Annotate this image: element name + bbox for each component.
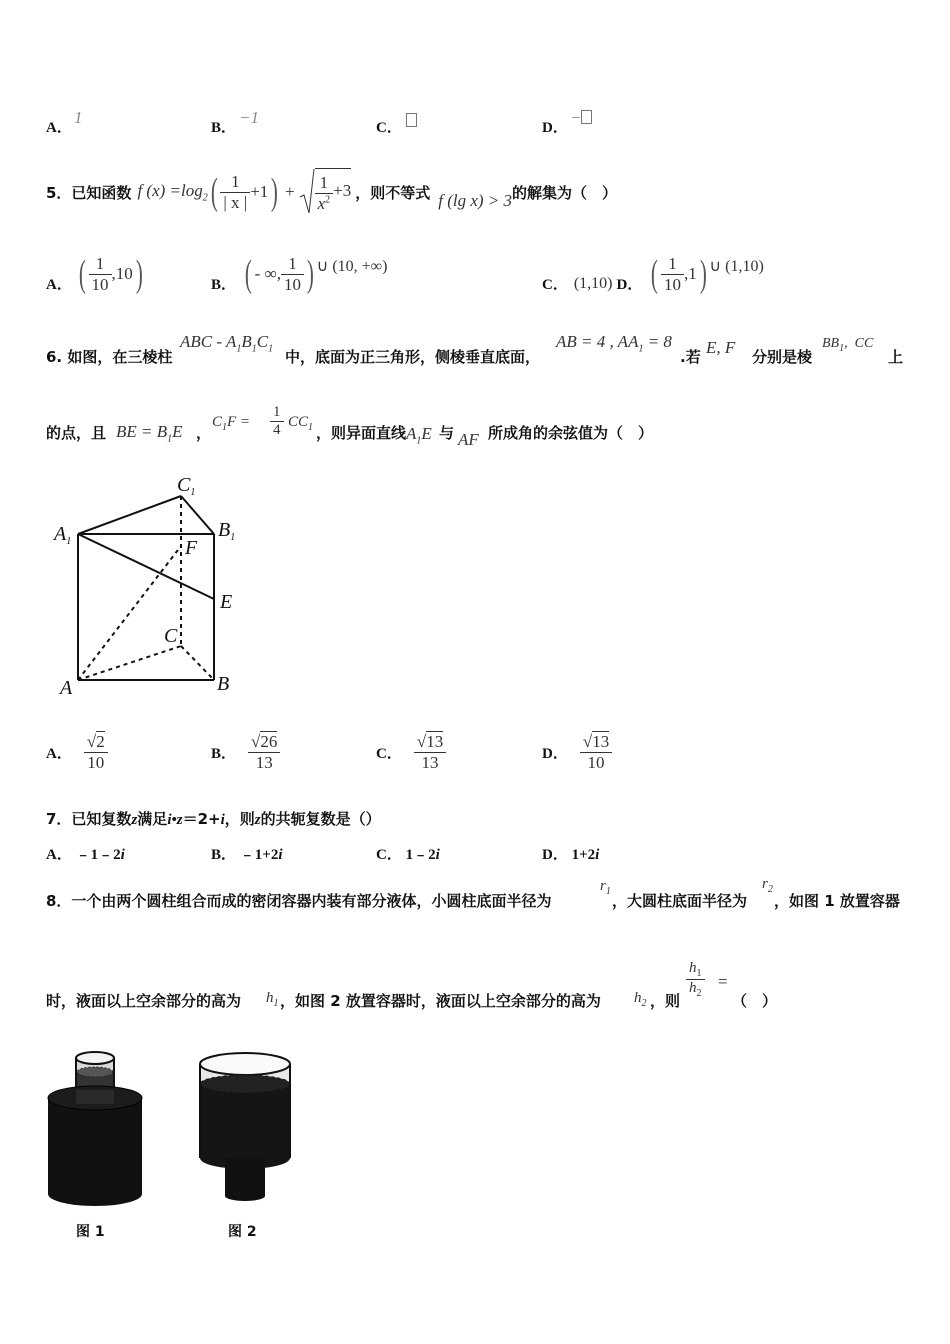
q6-option-c[interactable]: C． $\frac{√13}{13}$ xyxy=(376,724,446,780)
q8-stem-line-2: 时，液面以上空余部分的高为 $h_1$ ，如图 2 放置容器时，液面以上空余部分的高为 $h_2$ ，则 $\frac{h_1}{h_2}$ = （ ） xyxy=(46,960,778,1010)
q8-figure-1-container xyxy=(44,1050,148,1210)
q4-option-c[interactable]: C． xyxy=(376,120,402,136)
q4-option-b-value: −1 xyxy=(239,108,259,127)
q4-option-d-value: − xyxy=(570,108,592,128)
q8-figure-2-caption: 图 2 xyxy=(228,1224,257,1240)
segment-a-f-hidden xyxy=(78,546,181,680)
label-c: C xyxy=(164,625,178,647)
label-a1: $A_1$ xyxy=(54,523,72,547)
q8-stem-line-1: 8．一个由两个圆柱组合而成的密闭容器内装有部分液体，小圆柱底面半径为 $r_1$ ，大圆柱底面半径为 $r_2$ ，如图 1 放置容器 xyxy=(46,876,900,910)
q5-option-c-d[interactable]: C． (1,10) D． ( $\frac{1}{10}$ ,1 ) ∪ (1,10) xyxy=(542,253,764,295)
edge-c1-b1 xyxy=(181,496,214,534)
q5-stem-text: 5．已知函数 xyxy=(46,183,132,202)
q7-option-a[interactable]: A． ﹣1﹣2i xyxy=(46,847,125,863)
label-b1: $B_1$ xyxy=(218,519,236,543)
label-e: E xyxy=(220,591,233,613)
q5-option-b[interactable]: B． ( - ∞, $\frac{1}{10}$ ) ∪ (10, +∞) xyxy=(211,253,388,295)
edge-c-b-hidden xyxy=(181,646,214,680)
q6-option-a[interactable]: A． $\frac{√2}{10}$ xyxy=(46,724,108,780)
q4-option-d[interactable]: D． xyxy=(542,120,568,136)
q5-stem: 5．已知函数 f $(x) =\log_2$ ( $\frac{1}{| x |}$ +1 ) + $\frac{1}{x^2}$ +3 ，则不等式 f (lg x) > 3 的解集为（ ） xyxy=(46,162,617,222)
q7-option-c[interactable]: C． 1﹣2i xyxy=(376,847,440,863)
label-c1: $C_1$ xyxy=(177,474,196,498)
q6-prism-figure xyxy=(40,470,260,700)
q5-option-c[interactable]: C． xyxy=(542,276,568,293)
q5-option-a[interactable]: A． ( $\frac{1}{10}$ ,10 ) xyxy=(46,253,143,295)
q8-figure-2-container xyxy=(196,1050,296,1210)
label-b: B xyxy=(217,673,230,695)
q7-option-d[interactable]: D． 1+2i xyxy=(542,847,600,863)
q5-sqrt: $\frac{1}{x^2}$ +3 xyxy=(299,167,352,217)
q8-figure-1-caption: 图 1 xyxy=(76,1224,105,1240)
q6-stem-line-1: 6. 如图，在三棱柱 ABC - $A_1B_1C_1$ 中，底面为正三角形，侧棱垂直底面， AB = 4 , $AA_1 = 8$ .若 E, F 分别是棱 $BB_1$, CC 上 xyxy=(46,332,904,366)
q6-stem-line-2: 的点，且 BE = $B_1E$ ， $C_1F$ = $\frac{1}{4}$ $CC_1$ ，则异面直线 $A_1E$ 与 AF 所成角的余弦值为（ ） xyxy=(46,404,654,449)
q7-stem: 7．已知复数z满足i•z＝2+i，则z的共轭复数是（） xyxy=(46,810,381,828)
q5-frac-1-abs-x: $\frac{1}{| x |}$ xyxy=(220,172,250,213)
q6-option-d[interactable]: D． $\frac{√13}{10}$ xyxy=(542,724,612,780)
q4-option-b[interactable]: B． xyxy=(211,120,237,136)
q4-option-c-placeholder-glyph xyxy=(406,111,417,130)
q5-function: f $(x) =\log_2$ xyxy=(137,180,208,204)
q5-option-d[interactable]: D． xyxy=(616,276,643,293)
edge-a1-c1 xyxy=(78,496,181,534)
label-f: F xyxy=(185,537,198,559)
q4-option-a[interactable]: A． xyxy=(46,120,72,136)
q6-prism: ABC - $A_1B_1C_1$ xyxy=(180,332,274,355)
q8-ratio: $\frac{h_1}{h_2}$ xyxy=(686,960,705,999)
q6-quarter: $\frac{1}{4}$ xyxy=(270,404,284,439)
q7-option-b[interactable]: B． ﹣1+2i xyxy=(211,847,283,863)
q6-ab-aa: AB = 4 , $AA_1 = 8$ xyxy=(556,332,672,355)
q5-inequality: f (lg x) > 3 xyxy=(438,191,513,210)
label-a: A xyxy=(60,677,73,699)
edge-a-c-hidden xyxy=(78,646,181,680)
q4-option-a-value: 1 xyxy=(74,108,83,127)
q6-option-b[interactable]: B． $\frac{√26}{13}$ xyxy=(211,724,280,780)
